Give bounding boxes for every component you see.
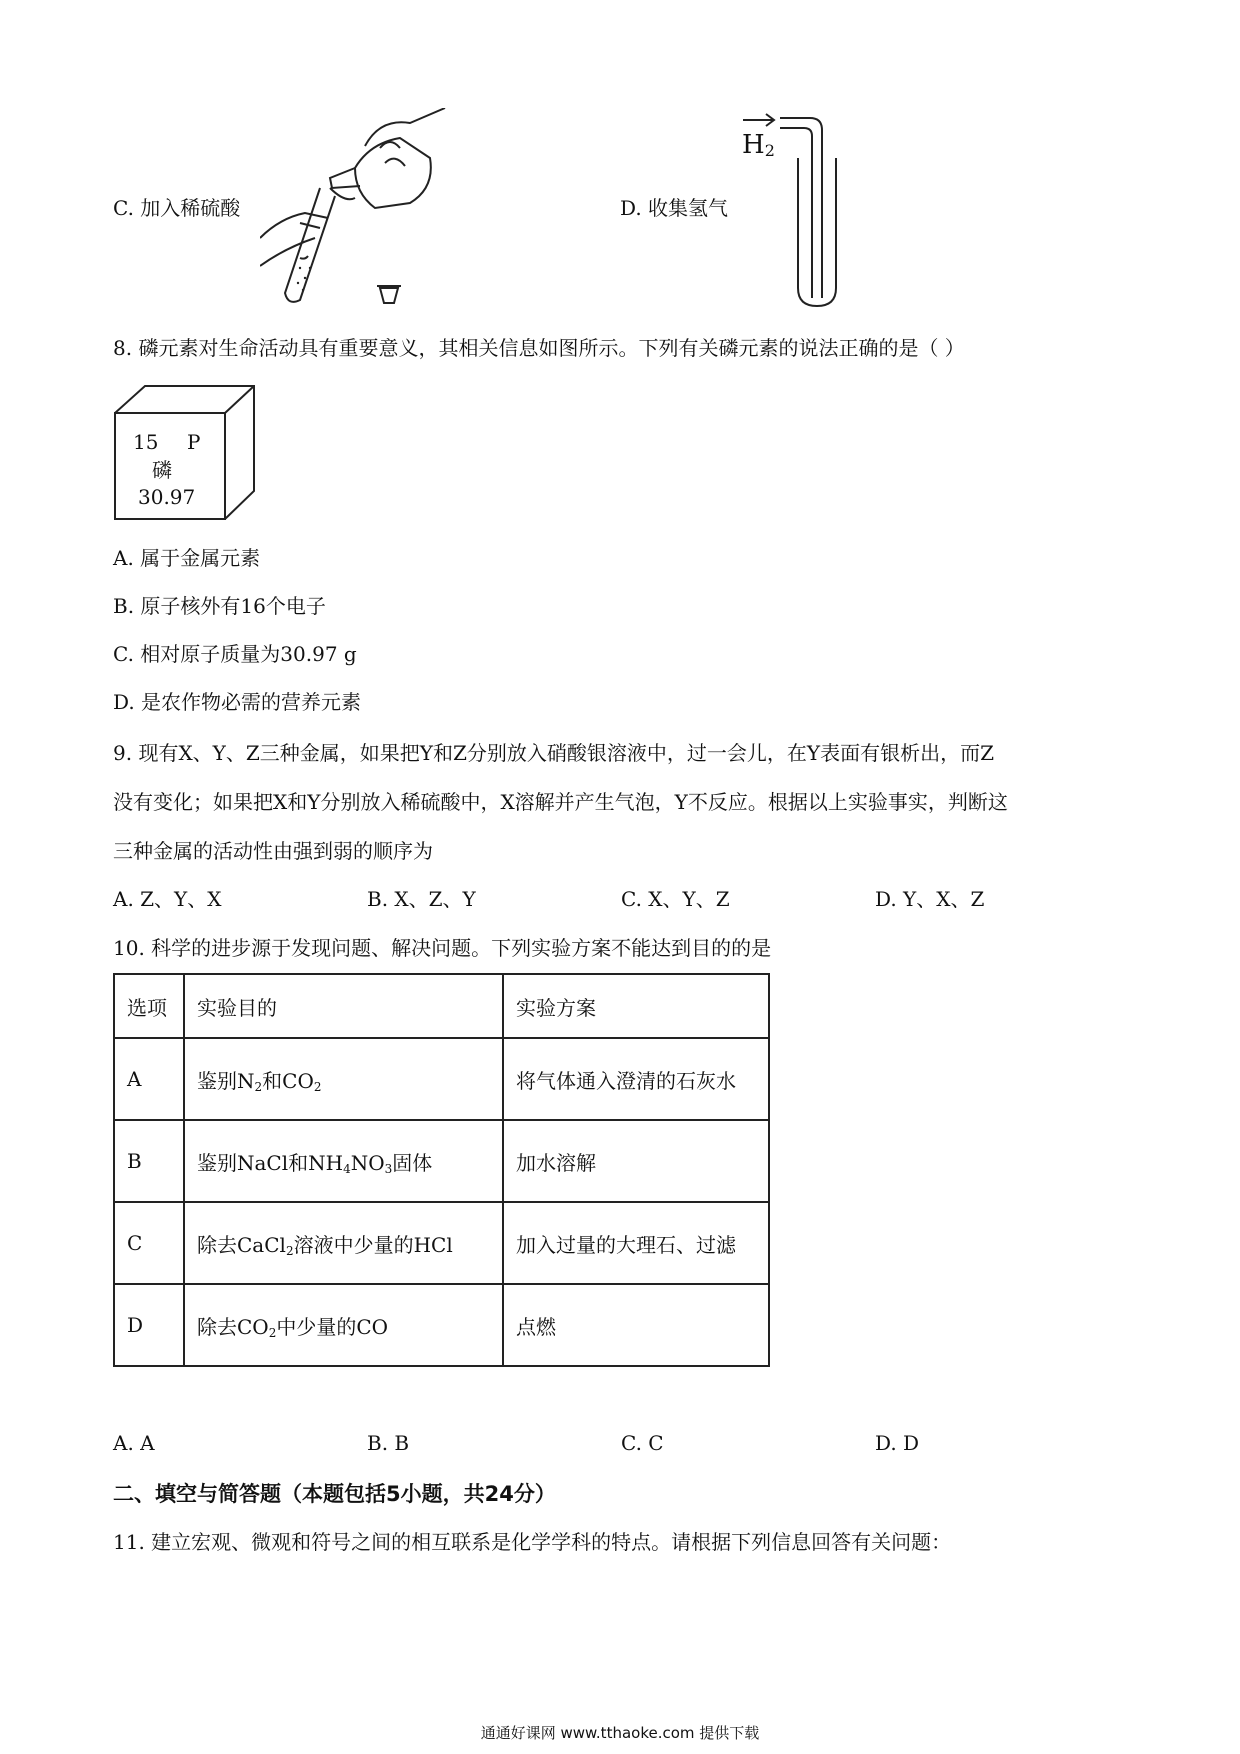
row-goal: 除去$CO_2$中少量的CO (184, 1284, 503, 1366)
q9-option-d: D. Y、X、Z (875, 887, 985, 911)
q10-option-a: A. A (113, 1431, 155, 1455)
row-plan: 点燃 (503, 1284, 769, 1366)
q7-option-d: D. 收集氢气 (620, 196, 729, 220)
pouring-acid-illustration (260, 108, 470, 308)
q9-stem-line-2: 没有变化；如果把X和Y分别放入稀硫酸中，X溶解并产生气泡，Y不反应。根据以上实验事实，判断这 (113, 790, 1008, 814)
q8-option-b: B. 原子核外有16个电子 (113, 594, 326, 618)
experiment-table (113, 973, 770, 1367)
row-option: A (114, 1038, 184, 1120)
q8-stem: 8. 磷元素对生命活动具有重要意义，其相关信息如图所示。下列有关磷元素的说法正确的是（ ） (113, 336, 965, 360)
row-option: B (114, 1120, 184, 1202)
table-row (114, 1284, 769, 1366)
page-footer: 通通好课网 www.tthaoke.com 提供下载 (480, 1724, 760, 1742)
row-option: D (114, 1284, 184, 1366)
q8-option-d: D. 是农作物必需的营养元素 (113, 690, 362, 714)
q10-stem: 10. 科学的进步源于发现问题、解决问题。下列实验方案不能达到目的的是 (113, 936, 772, 960)
q10-options (113, 1429, 1129, 1457)
element-symbol: P (187, 430, 201, 454)
header-plan: 实验方案 (503, 974, 769, 1038)
table-row (114, 1120, 769, 1202)
q9-option-b: B. X、Z、Y (367, 887, 476, 911)
section-2-heading: 二、填空与简答题（本题包括5小题，共24分） (113, 1482, 556, 1506)
q9-stem-line-1: 9. 现有X、Y、Z三种金属，如果把Y和Z分别放入硝酸银溶液中，过一会儿，在Y表面有银析出，而Z (113, 741, 994, 765)
element-mass: 30.97 (138, 485, 196, 509)
table-row (114, 1038, 769, 1120)
q9-option-a: A. Z、Y、X (113, 887, 222, 911)
q7-option-c: C. 加入稀硫酸 (113, 196, 241, 220)
row-plan: 将气体通入澄清的石灰水 (503, 1038, 769, 1120)
table-header-row (114, 974, 769, 1038)
q8-option-c: C. 相对原子质量为30.97 g (113, 642, 357, 666)
q8-option-a: A. 属于金属元素 (113, 546, 261, 570)
q10-option-b: B. B (367, 1431, 410, 1455)
element-name: 磷 (152, 458, 172, 482)
row-goal: 鉴别$N_2$和$CO_2$ (184, 1038, 503, 1120)
header-goal: 实验目的 (184, 974, 503, 1038)
header-option: 选项 (114, 974, 184, 1038)
table-row (114, 1202, 769, 1284)
q11-stem: 11. 建立宏观、微观和符号之间的相互联系是化学学科的特点。请根据下列信息回答有关问题： (113, 1530, 952, 1554)
row-plan: 加水溶解 (503, 1120, 769, 1202)
row-goal: 鉴别NaCl和$NH_4NO_3$固体 (184, 1120, 503, 1202)
q9-options (113, 885, 1129, 913)
row-plan: 加入过量的大理石、过滤 (503, 1202, 769, 1284)
q9-stem-line-3: 三种金属的活动性由强到弱的顺序为 (113, 839, 433, 863)
h2-label: $H_2$ (742, 130, 775, 160)
q10-option-d: D. D (875, 1431, 920, 1455)
row-option: C (114, 1202, 184, 1284)
q10-option-c: C. C (621, 1431, 664, 1455)
element-number: 15 (133, 430, 159, 454)
row-goal: 除去CaCl$_2$溶液中少量的HCl (184, 1202, 503, 1284)
q9-option-c: C. X、Y、Z (621, 887, 730, 911)
